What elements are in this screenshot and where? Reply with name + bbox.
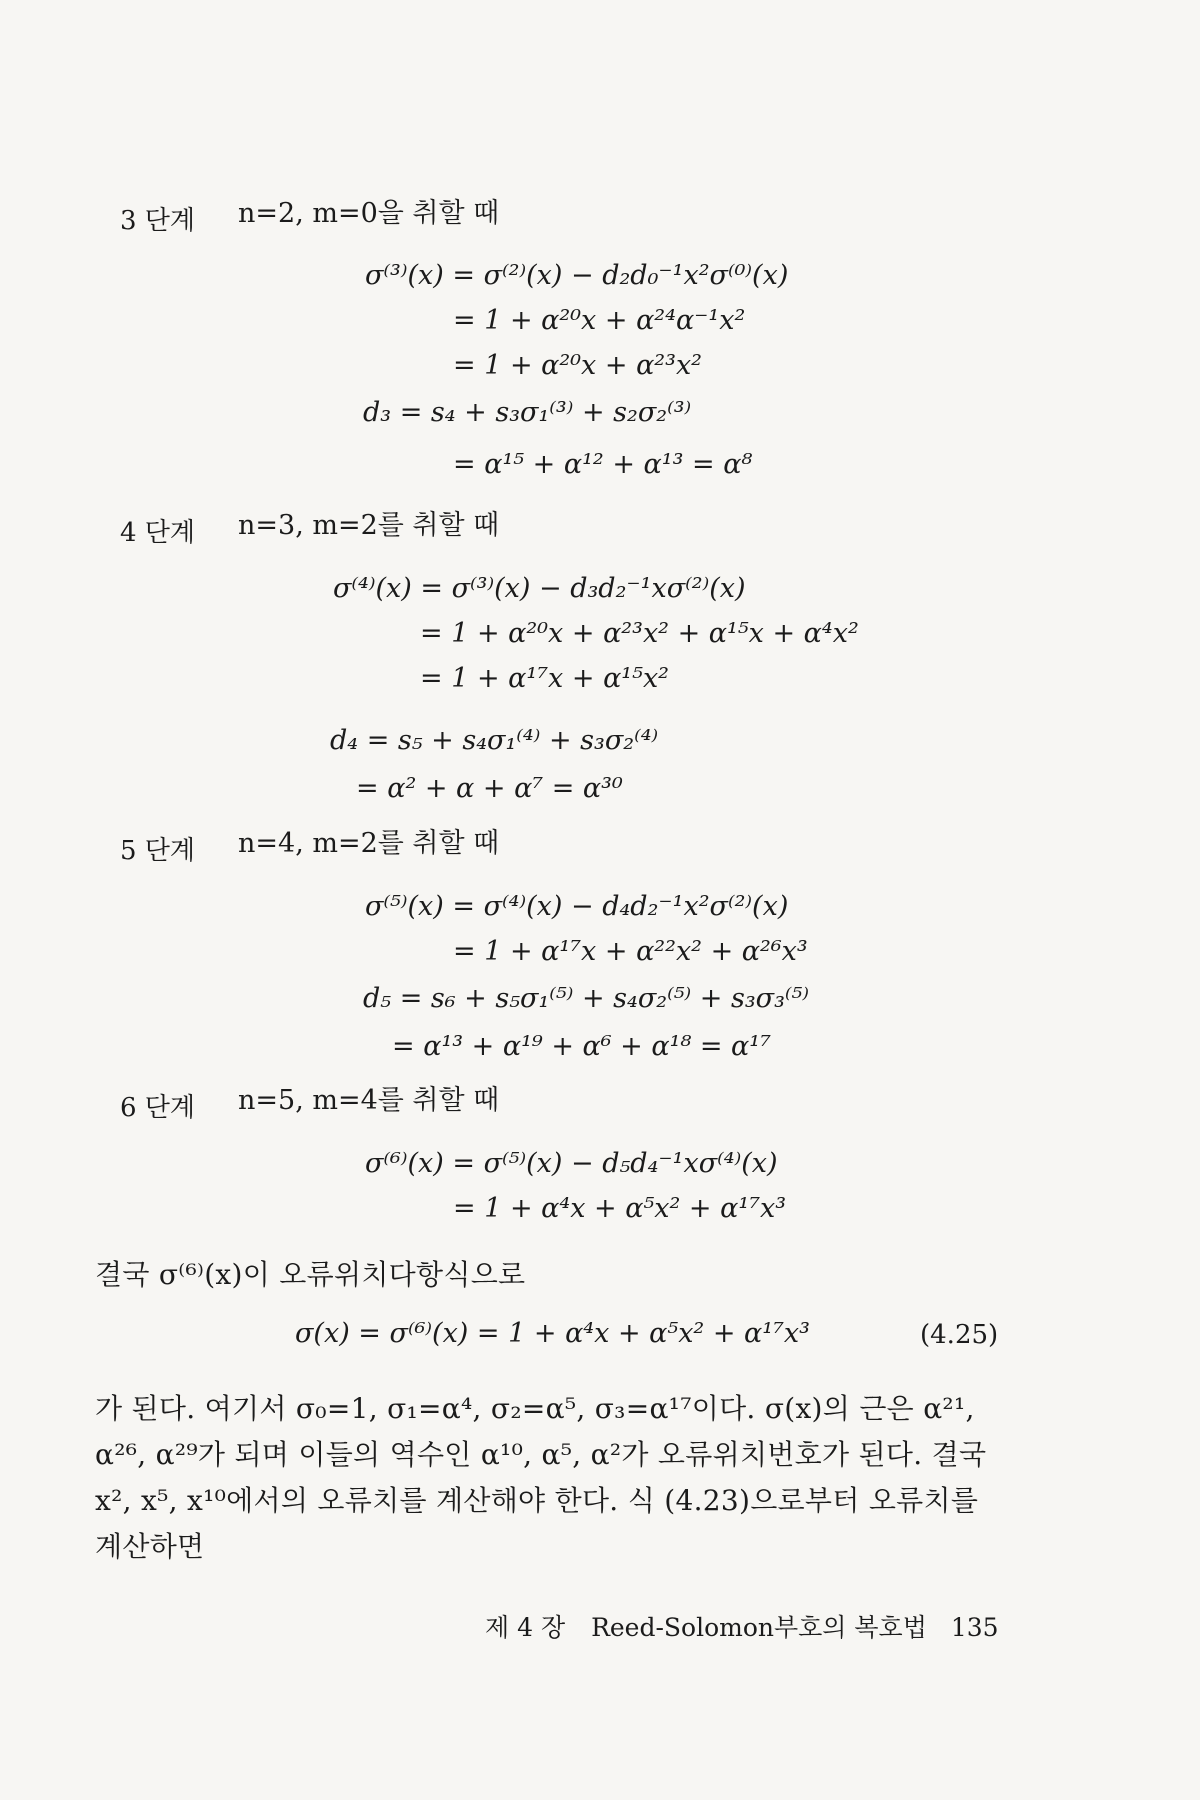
paragraph-line-2: α²⁶, α²⁹가 되며 이들의 역수인 α¹⁰, α⁵, α²가 오류위치번호가 된다. 결국 — [95, 1438, 987, 1471]
footer-title: Reed-Solomon부호의 복호법 — [591, 1613, 927, 1642]
step-4-eq-1: σ⁽⁴⁾(x) = σ⁽³⁾(x) − d₃d₂⁻¹xσ⁽²⁾(x) — [333, 573, 746, 604]
step-3-condition: n=2, m=0을 취할 때 — [238, 198, 500, 229]
paragraph-line-1: 가 된다. 여기서 σ₀=1, σ₁=α⁴, σ₂=α⁵, σ₃=α¹⁷이다. σ(x)의 근은 α²¹, — [95, 1392, 975, 1425]
step-3-eq-1: σ⁽³⁾(x) = σ⁽²⁾(x) − d₂d₀⁻¹x²σ⁽⁰⁾(x) — [365, 260, 789, 291]
step-6-label: 6 단계 — [120, 1093, 196, 1123]
footer-chapter: 제 4 장 — [485, 1613, 566, 1642]
step-4-eq-5: = α² + α + α⁷ = α³⁰ — [356, 773, 623, 804]
step-5-eq-4: = α¹³ + α¹⁹ + α⁶ + α¹⁸ = α¹⁷ — [392, 1031, 771, 1062]
conclusion-text: 결국 σ⁽⁶⁾(x)이 오류위치다항식으로 — [95, 1258, 526, 1291]
step-4-eq-3: = 1 + α¹⁷x + α¹⁵x² — [420, 663, 669, 694]
step-5-eq-1: σ⁽⁵⁾(x) = σ⁽⁴⁾(x) − d₄d₂⁻¹x²σ⁽²⁾(x) — [365, 891, 789, 922]
display-equation: σ(x) = σ⁽⁶⁾(x) = 1 + α⁴x + α⁵x² + α¹⁷x³ — [295, 1318, 810, 1349]
step-4-condition: n=3, m=2를 취할 때 — [238, 510, 500, 541]
equation-number: (4.25) — [920, 1320, 999, 1350]
step-6-eq-2: = 1 + α⁴x + α⁵x² + α¹⁷x³ — [453, 1193, 787, 1224]
page-footer — [485, 1608, 999, 1644]
step-4-eq-4: d₄ = s₅ + s₄σ₁⁽⁴⁾ + s₃σ₂⁽⁴⁾ — [330, 725, 659, 756]
step-5-condition: n=4, m=2를 취할 때 — [238, 828, 500, 859]
step-6-eq-1: σ⁽⁶⁾(x) = σ⁽⁵⁾(x) − d₅d₄⁻¹xσ⁽⁴⁾(x) — [365, 1148, 778, 1179]
step-3-eq-2: = 1 + α²⁰x + α²⁴α⁻¹x² — [453, 305, 746, 336]
step-6-condition: n=5, m=4를 취할 때 — [238, 1085, 500, 1116]
step-3-eq-4: d₃ = s₄ + s₃σ₁⁽³⁾ + s₂σ₂⁽³⁾ — [363, 397, 692, 428]
paragraph-line-4: 계산하면 — [95, 1530, 205, 1563]
step-5-eq-3: d₅ = s₆ + s₅σ₁⁽⁵⁾ + s₄σ₂⁽⁵⁾ + s₃σ₃⁽⁵⁾ — [363, 983, 810, 1014]
step-3-eq-5: = α¹⁵ + α¹² + α¹³ = α⁸ — [453, 449, 753, 480]
page-number: 135 — [950, 1613, 999, 1642]
step-4-eq-2: = 1 + α²⁰x + α²³x² + α¹⁵x + α⁴x² — [420, 618, 859, 649]
step-5-label: 5 단계 — [120, 836, 196, 866]
step-3-eq-3: = 1 + α²⁰x + α²³x² — [453, 350, 702, 381]
step-3-label: 3 단계 — [120, 206, 196, 236]
step-4-label: 4 단계 — [120, 518, 196, 548]
step-5-eq-2: = 1 + α¹⁷x + α²²x² + α²⁶x³ — [453, 936, 808, 967]
paragraph-line-3: x², x⁵, x¹⁰에서의 오류치를 계산해야 한다. 식 (4.23)으로부터 오류치를 — [95, 1484, 979, 1517]
